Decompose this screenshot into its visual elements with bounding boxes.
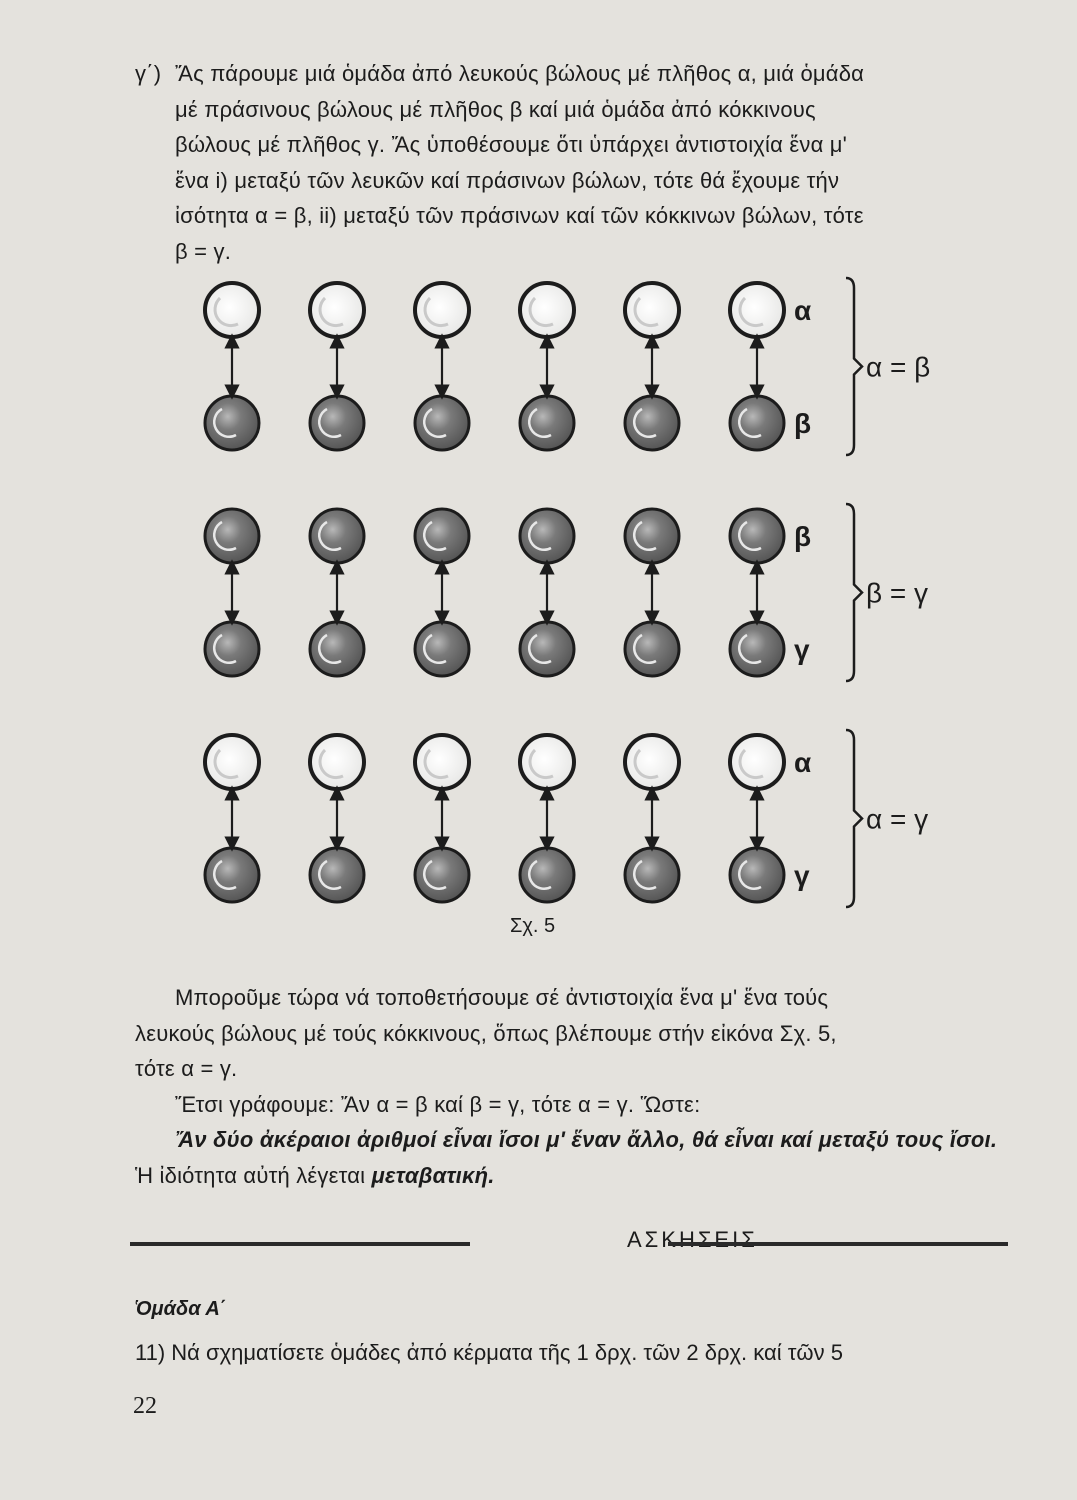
dark-ball xyxy=(205,622,259,676)
dark-ball xyxy=(205,396,259,450)
dark-ball xyxy=(310,848,364,902)
intro-line: μέ πράσινους βώλους μέ πλῆθος β καί μιά ὁμάδα ἀπό κόκκινους xyxy=(175,96,816,122)
white-ball xyxy=(205,283,259,337)
exercise-11: 11) Νά σχηματίσετε ὁμάδες ἀπό κέρματα τῆς 1 δρχ. τῶν 2 δρχ. καί τῶν 5 xyxy=(135,1340,843,1365)
dark-ball xyxy=(205,848,259,902)
conclusion-line: Ἔτσι γράφουμε: Ἄν α = β καί β = γ, τότε α = γ. Ὥστε: xyxy=(175,1091,701,1117)
brackets xyxy=(846,278,930,907)
figure-caption: Σχ. 5 xyxy=(510,915,556,937)
row-label: β xyxy=(794,521,812,552)
dark-ball xyxy=(310,509,364,563)
dark-ball xyxy=(730,396,784,450)
white-ball xyxy=(625,283,679,337)
row-labels xyxy=(794,295,811,891)
figure-5 xyxy=(180,272,931,902)
dark-ball xyxy=(310,396,364,450)
dark-ball xyxy=(415,848,469,902)
dark-ball xyxy=(415,622,469,676)
rule-statement: Ἄν δύο ἀκέραιοι ἀριθμοί εἶναι ἴσοι μ' ἕναν ἄλλο, θά εἶναι καί μεταξύ τους ἴσοι. xyxy=(175,1127,998,1152)
dark-ball xyxy=(730,848,784,902)
row-label: γ xyxy=(794,634,810,665)
dark-ball xyxy=(625,396,679,450)
brace xyxy=(846,730,862,907)
exercises-heading xyxy=(130,1223,1010,1263)
intro-line: ἕνα i) μεταξύ τῶν λευκῶν καί πράσινων βώλων, τότε θά ἔχουμε τήν xyxy=(175,167,840,193)
balls-layer xyxy=(205,283,784,902)
dark-ball xyxy=(625,622,679,676)
item-label: γ΄) xyxy=(135,61,162,86)
white-ball xyxy=(310,283,364,337)
conclusion-line: λευκούς βώλους μέ τούς κόκκινους, ὅπως βλέπουμε στήν εἰκόνα Σχ. 5, xyxy=(135,1020,837,1046)
white-ball xyxy=(520,735,574,789)
white-ball xyxy=(730,735,784,789)
dark-ball xyxy=(730,509,784,563)
dark-ball xyxy=(730,622,784,676)
intro-paragraph xyxy=(135,56,1015,269)
white-ball xyxy=(520,283,574,337)
dark-ball xyxy=(310,622,364,676)
conclusion-paragraph xyxy=(135,980,1015,1193)
dark-ball xyxy=(415,509,469,563)
row-label: γ xyxy=(794,860,810,891)
brace xyxy=(846,278,862,455)
intro-line: β = γ. xyxy=(175,238,232,264)
dark-ball xyxy=(625,848,679,902)
heading-rule-right xyxy=(668,1242,1008,1246)
row-label: α xyxy=(794,295,812,326)
page-number: 22 xyxy=(133,1393,157,1419)
rule-term: μεταβατική. xyxy=(371,1162,495,1188)
exercises-title: ΑΣΚΗΣΕΙΣ xyxy=(627,1227,758,1252)
dark-ball xyxy=(415,396,469,450)
intro-line: Ἄς πάρουμε μιά ὁμάδα ἀπό λευκούς βώλους μέ πλῆθος α, μιά ὁμάδα xyxy=(175,61,865,86)
equality-label: α = β xyxy=(866,351,931,383)
heading-rule-left xyxy=(130,1242,470,1246)
equality-label: α = γ xyxy=(866,803,929,835)
white-ball xyxy=(310,735,364,789)
transitive-rule xyxy=(135,1122,1015,1193)
dark-ball xyxy=(520,396,574,450)
white-ball xyxy=(415,735,469,789)
rule-after: Ἡ ἰδιότητα αὐτή λέγεται xyxy=(135,1162,372,1188)
conclusion-line: Μποροῦμε τώρα νά τοποθετήσουμε σέ ἀντιστοιχία ἕνα μ' ἕνα τούς xyxy=(175,985,829,1010)
white-ball xyxy=(730,283,784,337)
dark-ball xyxy=(205,509,259,563)
dark-ball xyxy=(520,848,574,902)
white-ball xyxy=(415,283,469,337)
dark-ball xyxy=(520,509,574,563)
group-label: Ὁμάδα Α΄ xyxy=(135,1298,227,1320)
dark-ball xyxy=(625,509,679,563)
brace xyxy=(846,504,862,681)
conclusion-line: τότε α = γ. xyxy=(135,1056,238,1081)
dark-ball xyxy=(520,622,574,676)
equality-label: β = γ xyxy=(866,577,929,609)
row-label: β xyxy=(794,408,812,439)
white-ball xyxy=(625,735,679,789)
white-ball xyxy=(205,735,259,789)
intro-line: βώλους μέ πλῆθος γ. Ἄς ὑποθέσουμε ὅτι ὑπάρχει ἀντιστοιχία ἕνα μ' xyxy=(175,132,848,157)
intro-line: ἰσότητα α = β, ii) μεταξύ τῶν πράσινων καί τῶν κόκκινων βώλων, τότε xyxy=(175,203,864,228)
row-label: α xyxy=(794,747,812,778)
